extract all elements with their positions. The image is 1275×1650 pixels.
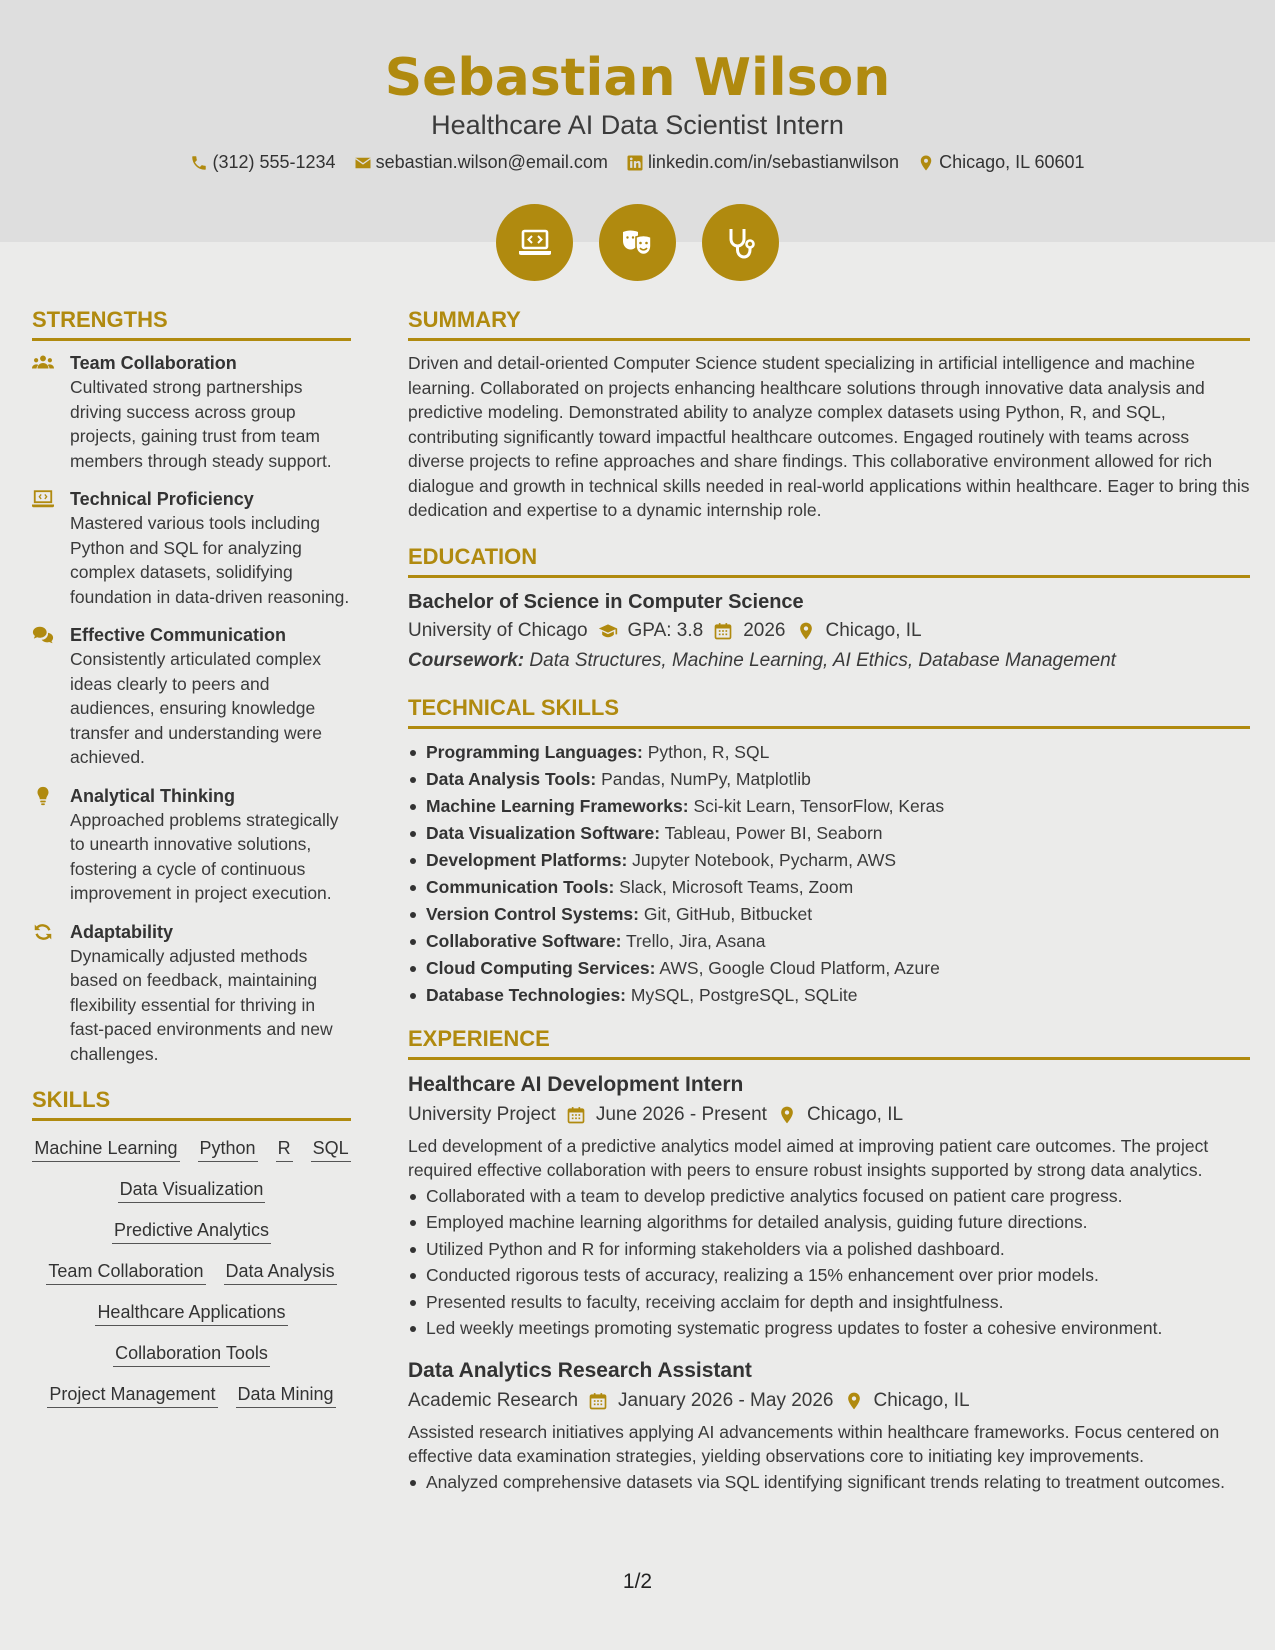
icon-badges (0, 204, 1275, 281)
strength-title: Adaptability (70, 921, 174, 942)
list-item: Cloud Computing Services: AWS, Google Cloud Platform, Azure (408, 955, 1250, 982)
phone-text: (312) 555-1234 (212, 152, 336, 172)
page-number: 1/2 (622, 1570, 653, 1593)
candidate-name: Sebastian Wilson (384, 48, 891, 108)
job-meta (408, 1386, 1250, 1416)
strength-title: Technical Proficiency (70, 489, 254, 509)
badge-theater-masks (599, 204, 676, 281)
contact-bar (0, 152, 1275, 173)
list-item: Machine Learning Frameworks: Sci-kit Learn, TensorFlow, Keras (408, 793, 1250, 820)
skill-tag: Machine Learning (32, 1135, 179, 1162)
job-title: Healthcare AI Development Intern (408, 1072, 744, 1096)
education-meta (408, 616, 1250, 646)
coursework-list: Data Structures, Machine Learning, AI Ethics, Database Management (529, 649, 1116, 671)
sync-icon (32, 922, 54, 942)
job-description: Led development of a predictive analytics model aimed at improving patient care outcomes. The project required effective collaboration with peers to ensure robust insights supported by strong data analytics. (408, 1135, 1209, 1180)
left-column (32, 306, 351, 1408)
badge-stethoscope (702, 204, 779, 281)
linkedin-icon (626, 154, 644, 172)
job-bullets (408, 1183, 1250, 1342)
school: University of Chicago (408, 619, 588, 641)
map-marker-icon (917, 154, 935, 172)
users-icon (32, 353, 54, 373)
comments-icon (32, 625, 54, 645)
skill-tag: Healthcare Applications (95, 1299, 287, 1326)
contact-location (917, 152, 1084, 173)
candidate-role: Healthcare AI Data Scientist Intern (431, 110, 844, 140)
skill-tag: SQL (311, 1135, 351, 1162)
job-org: University Project (408, 1103, 556, 1125)
list-item: Development Platforms: Jupyter Notebook, Pycharm, AWS (408, 847, 1250, 874)
graduation-cap-icon (598, 621, 618, 641)
job-title: Data Analytics Research Assistant (408, 1358, 752, 1382)
education-location: Chicago, IL (825, 619, 922, 641)
strength-title: Team Collaboration (70, 353, 237, 373)
linkedin-text: linkedin.com/in/sebastianwilson (647, 152, 900, 172)
skill-tag: Team Collaboration (46, 1258, 205, 1285)
list-item: Employed machine learning algorithms for detailed analysis, guiding future directions. (408, 1209, 1250, 1236)
strength-item (32, 920, 351, 1067)
strength-title: Effective Communication (70, 625, 287, 645)
skill-tag: Project Management (47, 1381, 217, 1408)
skill-tag: Data Mining (236, 1381, 336, 1408)
summary-title: SUMMARY (408, 306, 1250, 341)
calendar-icon (566, 1105, 586, 1125)
list-item: Led weekly meetings promoting systematic progress updates to foster a cohesive environment. (408, 1315, 1250, 1342)
list-item: Utilized Python and R for informing stakeholders via a polished dashboard. (408, 1236, 1250, 1263)
phone-icon (190, 154, 208, 172)
list-item: Data Visualization Software: Tableau, Power BI, Seaborn (408, 820, 1250, 847)
list-item: Database Technologies: MySQL, PostgreSQL, SQLite (408, 982, 1250, 1009)
envelope-icon (354, 154, 372, 172)
email-text: sebastian.wilson@email.com (375, 152, 608, 172)
list-item: Conducted rigorous tests of accuracy, realizing a 15% enhancement over prior models. (408, 1262, 1250, 1289)
degree: Bachelor of Science in Computer Science (408, 590, 804, 613)
grad-year: 2026 (743, 619, 786, 641)
badge-laptop-code (496, 204, 573, 281)
right-column (408, 306, 1250, 1509)
strength-item (32, 784, 351, 906)
list-item: Communication Tools: Slack, Microsoft Teams, Zoom (408, 874, 1250, 901)
list-item: Programming Languages: Python, R, SQL (408, 739, 1250, 766)
map-marker-icon (844, 1391, 864, 1411)
job-description: Assisted research initiatives applying AI advancements within healthcare frameworks. Focus centered on effective data examination strategies, yielding observations core to initiating key improvements. (408, 1421, 1220, 1466)
skill-tag: R (276, 1135, 293, 1162)
contact-email[interactable] (354, 152, 608, 173)
gpa: GPA: 3.8 (627, 619, 704, 641)
job-dates: January 2026 - May 2026 (618, 1389, 834, 1411)
calendar-icon (588, 1391, 608, 1411)
skill-tag: Data Analysis (224, 1258, 337, 1285)
strength-text: Cultivated strong partnerships driving success across group projects, gaining trust from team members through steady support. (70, 377, 332, 471)
skill-tag: Predictive Analytics (112, 1217, 271, 1244)
strength-text: Consistently articulated complex ideas clearly to peers and audiences, ensuring knowledge transfer and understanding were achieved. (70, 649, 322, 767)
skills-tags (32, 1131, 351, 1408)
technical-skills-title: TECHNICAL SKILLS (408, 694, 1250, 729)
strength-item (32, 351, 351, 473)
experience-title: EXPERIENCE (408, 1025, 1250, 1060)
laptop-code-icon (515, 223, 555, 263)
strength-text: Dynamically adjusted methods based on feedback, maintaining flexibility essential for thriving in fast-paced environments and new challenges. (70, 945, 333, 1064)
location-text: Chicago, IL 60601 (939, 152, 1085, 172)
list-item: Collaborated with a team to develop predictive analytics focused on patient care progress. (408, 1183, 1250, 1210)
list-item: Data Analysis Tools: Pandas, NumPy, Matplotlib (408, 766, 1250, 793)
education-title: EDUCATION (408, 543, 1250, 578)
strength-title: Analytical Thinking (70, 785, 236, 806)
contact-phone[interactable] (190, 152, 335, 173)
calendar-icon (713, 621, 733, 641)
job-org: Academic Research (408, 1389, 579, 1411)
skill-tag: Python (198, 1135, 258, 1162)
list-item: Collaborative Software: Trello, Jira, Asana (408, 928, 1250, 955)
laptop-icon (32, 489, 54, 509)
job-location: Chicago, IL (806, 1103, 904, 1125)
map-marker-icon (777, 1105, 797, 1125)
skills-title: SKILLS (32, 1086, 351, 1121)
stethoscope-icon (721, 223, 761, 263)
skill-tag: Collaboration Tools (113, 1340, 270, 1367)
skill-tag: Data Visualization (118, 1176, 266, 1203)
job-bullets (408, 1469, 1250, 1496)
theater-masks-icon (618, 223, 658, 263)
job-location: Chicago, IL (873, 1389, 970, 1411)
job-dates: June 2026 - Present (595, 1103, 767, 1125)
strength-item (32, 487, 351, 609)
strength-item (32, 623, 351, 770)
strength-text: Mastered various tools including Python and SQL for analyzing complex datasets, solidifying foundation in data-driven reasoning. (70, 513, 350, 607)
contact-linkedin[interactable] (626, 152, 899, 173)
map-marker-icon (796, 621, 816, 641)
summary-text: Driven and detail-oriented Computer Science student specializing in artificial intelligence and machine learning. Collaborated on projects enhancing healthcare solutions through innovative data analysis and predictive modeling. Demonstrated ability to analyze complex datasets using Python, R, and SQL, contributing significantly toward impactful healthcare outcomes. Engaged routinely with teams across diverse projects to refine approaches and share findings. This collaborative environment allowed for rich dialogue and growth in technical skills needed in real-world applications within healthcare. Eager to bring this dedication and expertise to a dynamic internship role. (408, 353, 1250, 520)
list-item: Analyzed comprehensive datasets via SQL identifying significant trends relating to treatment outcomes. (408, 1469, 1250, 1496)
strength-text: Approached problems strategically to unearth innovative solutions, fostering a cycle of continuous improvement in project execution. (70, 809, 339, 903)
job-meta (408, 1100, 1250, 1130)
strengths-title: STRENGTHS (32, 306, 351, 341)
coursework-label: Coursework: (408, 649, 525, 671)
coursework (408, 646, 1250, 676)
lightbulb-icon (32, 786, 54, 806)
list-item: Presented results to faculty, receiving acclaim for depth and insightfulness. (408, 1289, 1250, 1316)
list-item: Version Control Systems: Git, GitHub, Bitbucket (408, 901, 1250, 928)
technical-skills-list (408, 739, 1250, 1009)
